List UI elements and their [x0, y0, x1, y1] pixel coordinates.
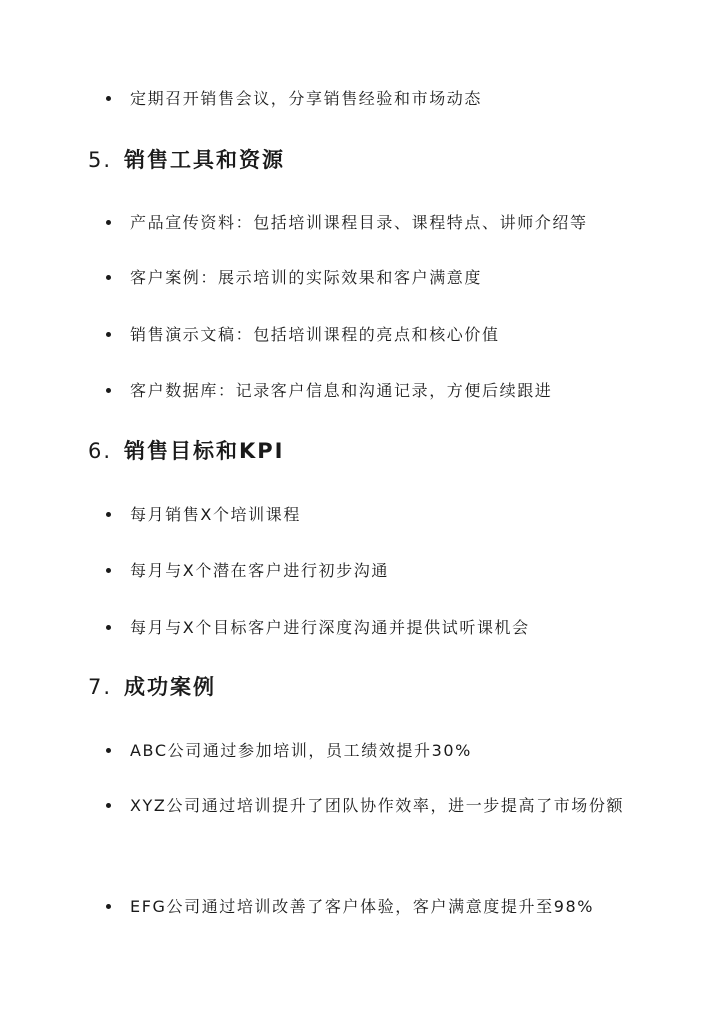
list-item-text: EFG公司通过培训改善了客户体验，客户满意度提升至98%	[130, 897, 595, 916]
list-item-text: 产品宣传资料：包括培训课程目录、课程特点、讲师介绍等	[130, 213, 588, 232]
list-item-text: 定期召开销售会议，分享销售经验和市场动态	[130, 89, 483, 108]
section-heading	[88, 672, 216, 702]
section-heading	[88, 436, 284, 466]
bullet-dot	[106, 332, 111, 337]
list-item	[106, 494, 646, 536]
list-item	[106, 78, 646, 120]
list-item	[106, 785, 646, 827]
bullet-dot	[106, 275, 111, 280]
section-number: 7.	[88, 675, 113, 699]
bullet-dot	[106, 568, 111, 573]
bullet-dot	[106, 748, 111, 753]
section-title: 销售工具和资源	[124, 148, 285, 172]
list-item-text: 客户数据库：记录客户信息和沟通记录，方便后续跟进	[130, 381, 553, 400]
bullet-dot	[106, 512, 111, 517]
list-item	[106, 550, 646, 592]
list-item	[106, 607, 646, 649]
bullet-dot	[106, 803, 111, 808]
list-item-text: 每月与X个潜在客户进行初步沟通	[130, 561, 389, 580]
bullet-dot	[106, 625, 111, 630]
section-title: 销售目标和KPI	[124, 439, 285, 463]
list-item-text: XYZ公司通过培训提升了团队协作效率，进一步提高了市场份额	[130, 796, 625, 815]
section-number: 5.	[88, 148, 113, 172]
list-item	[106, 314, 646, 356]
list-item-text: 每月与X个目标客户进行深度沟通并提供试听课机会	[130, 618, 530, 637]
section-heading	[88, 145, 285, 175]
list-item-text: 客户案例：展示培训的实际效果和客户满意度	[130, 268, 483, 287]
list-item	[106, 370, 646, 412]
list-item	[106, 730, 646, 772]
bullet-dot	[106, 96, 111, 101]
section-title: 成功案例	[124, 675, 216, 699]
list-item	[106, 886, 646, 928]
bullet-dot	[106, 220, 111, 225]
bullet-dot	[106, 904, 111, 909]
list-item-text: 每月销售X个培训课程	[130, 505, 301, 524]
list-item-text: 销售演示文稿：包括培训课程的亮点和核心价值	[130, 325, 500, 344]
list-item	[106, 257, 646, 299]
list-item-text: ABC公司通过参加培训，员工绩效提升30%	[130, 741, 472, 760]
section-number: 6.	[88, 439, 113, 463]
bullet-dot	[106, 388, 111, 393]
list-item	[106, 202, 646, 244]
